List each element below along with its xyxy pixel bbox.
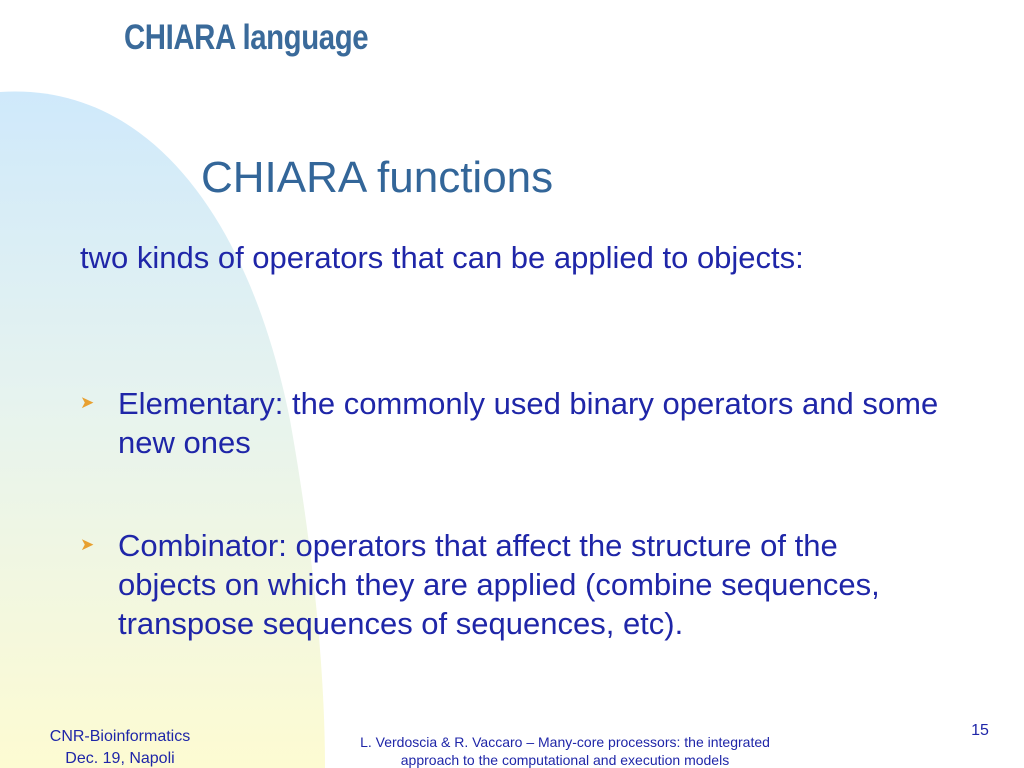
footer-left xyxy=(10,726,230,768)
footer-center xyxy=(300,733,830,768)
footer-org: CNR-Bioinformatics xyxy=(49,728,191,745)
arrowhead-bullet-icon: ➤ xyxy=(80,393,95,413)
bullet-text: Combinator: operators that affect the structure of the objects on which they are applied (combine sequences, transpose sequences of sequences, etc). xyxy=(118,528,880,641)
arrowhead-bullet-icon: ➤ xyxy=(80,535,95,555)
slide-title: CHIARA functions xyxy=(201,153,554,202)
footer-authors: L. Verdoscia & R. Vaccaro – Many-core processors: the integrated xyxy=(360,734,770,750)
footer-date: Dec. 19, Napoli xyxy=(65,750,175,767)
page-number: 15 xyxy=(971,722,989,739)
intro-text: two kinds of operators that can be applied to objects: xyxy=(80,240,804,275)
header-title: CHIARA language xyxy=(124,18,369,57)
footer-subtitle: approach to the computational and execution models xyxy=(400,752,730,768)
bullet-text: Elementary: the commonly used binary operators and some new ones xyxy=(118,386,939,460)
